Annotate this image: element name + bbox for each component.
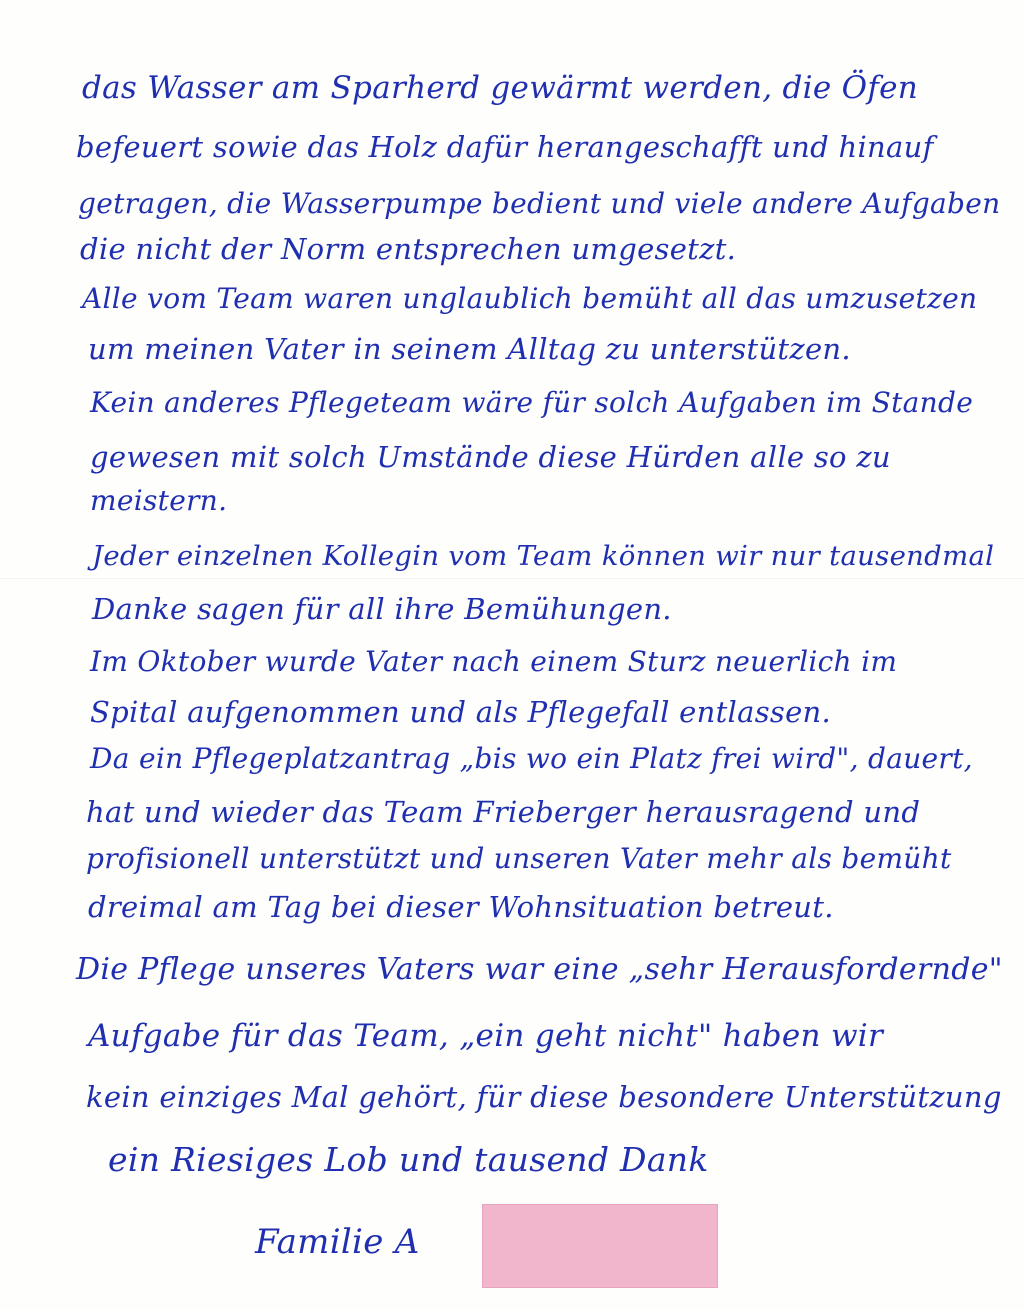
letter-line: profisionell unterstützt und unseren Vater mehr als bemüht	[86, 842, 952, 875]
letter-line: um meinen Vater in seinem Alltag zu unterstützen.	[88, 332, 851, 366]
letter-line: das Wasser am Sparherd gewärmt werden, die Öfen	[82, 70, 919, 106]
letter-line: hat und wieder das Team Frieberger herausragend und	[86, 795, 921, 829]
letter-line: ein Riesiges Lob und tausend Dank	[108, 1140, 709, 1179]
letter-line: Jeder einzelnen Kollegin vom Team können wir nur tausendmal	[92, 540, 995, 572]
redaction-patch	[482, 1204, 718, 1288]
letter-line: Danke sagen für all ihre Bemühungen.	[92, 592, 672, 626]
letter-line: kein einziges Mal gehört, für diese besondere Unterstützung	[86, 1080, 1002, 1114]
letter-line: befeuert sowie das Holz dafür herangeschafft und hinauf	[76, 130, 934, 164]
letter-line: Die Pflege unseres Vaters war eine „sehr Herausfordernde"	[76, 952, 1003, 987]
letter-line: Da ein Pflegeplatzantrag „bis wo ein Platz frei wird", dauert,	[90, 742, 973, 775]
paper-crease	[0, 578, 1024, 579]
letter-line: getragen, die Wasserpumpe bedient und viele andere Aufgaben	[78, 187, 1001, 220]
letter-line: gewesen mit solch Umstände diese Hürden alle so zu	[90, 440, 891, 474]
letter-line: Kein anderes Pflegeteam wäre für solch Aufgaben im Stande	[90, 386, 974, 419]
letter-line: Spital aufgenommen und als Pflegefall entlassen.	[90, 695, 832, 729]
letter-line: Aufgabe für das Team, „ein geht nicht" haben wir	[88, 1018, 884, 1054]
letter-line: die nicht der Norm entsprechen umgesetzt.	[80, 232, 737, 266]
letter-line: Alle vom Team waren unglaublich bemüht all das umzusetzen	[82, 282, 978, 315]
letter-line: dreimal am Tag bei dieser Wohnsituation betreut.	[88, 890, 834, 924]
letter-line: meistern.	[90, 484, 228, 517]
letter-line: Im Oktober wurde Vater nach einem Sturz neuerlich im	[90, 645, 898, 678]
signature: Familie A	[255, 1222, 420, 1262]
